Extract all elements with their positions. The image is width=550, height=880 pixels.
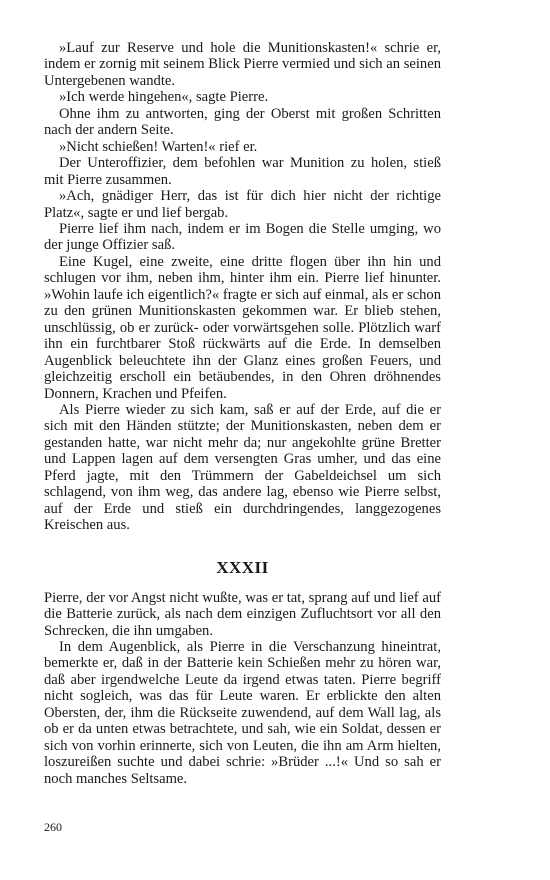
paragraph: »Ich werde hingehen«, sagte Pierre. <box>59 89 269 106</box>
paragraph: »Lauf zur Reserve und hole die Munitionskasten!« schrie er, indem er zornig mit seinem Blick Pierre vermied und sich an seinen Untergebenen wandte. <box>44 40 441 89</box>
text-section-chapter <box>44 590 441 787</box>
paragraph: Eine Kugel, eine zweite, eine dritte flogen über ihn hin und schlugen vor ihm, neben ihm, hinter ihm ein. Pierre lief hinunter. »Wohin laufe ich eigentlich?« fragte er sich auf einmal, als er schon zu den grünen Munitionskasten gekommen war. Er blieb stehen, unschlüssig, ob er zurück- oder vorwärtsgehen solle. Plötzlich warf ihn ein furchtbarer Stoß rückwärts auf die Erde. In demselben Augenblick beleuchtete ihn der Glanz eines großen Feuers, und gleichzeitig erscholl ein betäubendes, in den Ohren dröhnendes Donnern, Krachen und Pfeifen. <box>44 253 441 402</box>
paragraph: Pierre lief ihm nach, indem er im Bogen die Stelle umging, wo der junge Offizier saß. <box>44 220 441 254</box>
paragraph: Ohne ihm zu antworten, ging der Oberst mit großen Schritten nach der andern Seite. <box>44 105 441 139</box>
text-section-previous <box>44 40 441 534</box>
paragraph: Der Unteroffizier, dem befohlen war Munition zu holen, stieß mit Pierre zusammen. <box>44 155 441 188</box>
chapter-heading: XXXII <box>216 557 269 577</box>
paragraph: Als Pierre wieder zu sich kam, saß er auf der Erde, auf die er sich mit den Händen stützte; der Munitionskasten, neben dem er gestanden hatte, war nicht mehr da; nur angekohlte grüne Bretter und Lappen lagen auf dem versengten Gras umher, und das eine Pferd jagte, mit den Trümmern der Gabeldeichsel um sich schlagend, von ihm weg, das andere lag, ebenso wie Pierre selbst, auf der Erde und stieß ein durchdringendes, langgezogenes Kreischen aus. <box>44 401 441 534</box>
paragraph: »Ach, gnädiger Herr, das ist für dich hier nicht der richtige Platz«, sagte er und lief bergab. <box>44 188 441 221</box>
book-page <box>44 40 441 787</box>
paragraph: »Nicht schießen! Warten!« rief er. <box>59 138 258 155</box>
paragraph: Pierre, der vor Angst nicht wußte, was er tat, sprang auf und lief auf die Batterie zurück, als nach dem einzigen Zufluchtsort vor all den Schrecken, die ihn umgaben. <box>44 589 441 639</box>
paragraph: In dem Augenblick, als Pierre in die Verschanzung hineintrat, bemerkte er, daß in der Batterie kein Schießen mehr zu hören war, daß aber irgendwelche Leute da irgend etwas taten. Pierre begriff nicht sogleich, was das für Leute waren. Er erblickte den alten Obersten, der, ihm die Rückseite zuwendend, auf dem Wall lag, als ob er da unten etwas betrachtete, und sah, wie ein Soldat, dessen er sich von vorhin erinnerte, sich von Leuten, die ihn am Arm hielten, loszureißen suchte und dabei schrie: »Brüder ...!« Und so sah er noch manches Seltsame. <box>44 638 441 787</box>
page-number: 260 <box>44 820 62 834</box>
